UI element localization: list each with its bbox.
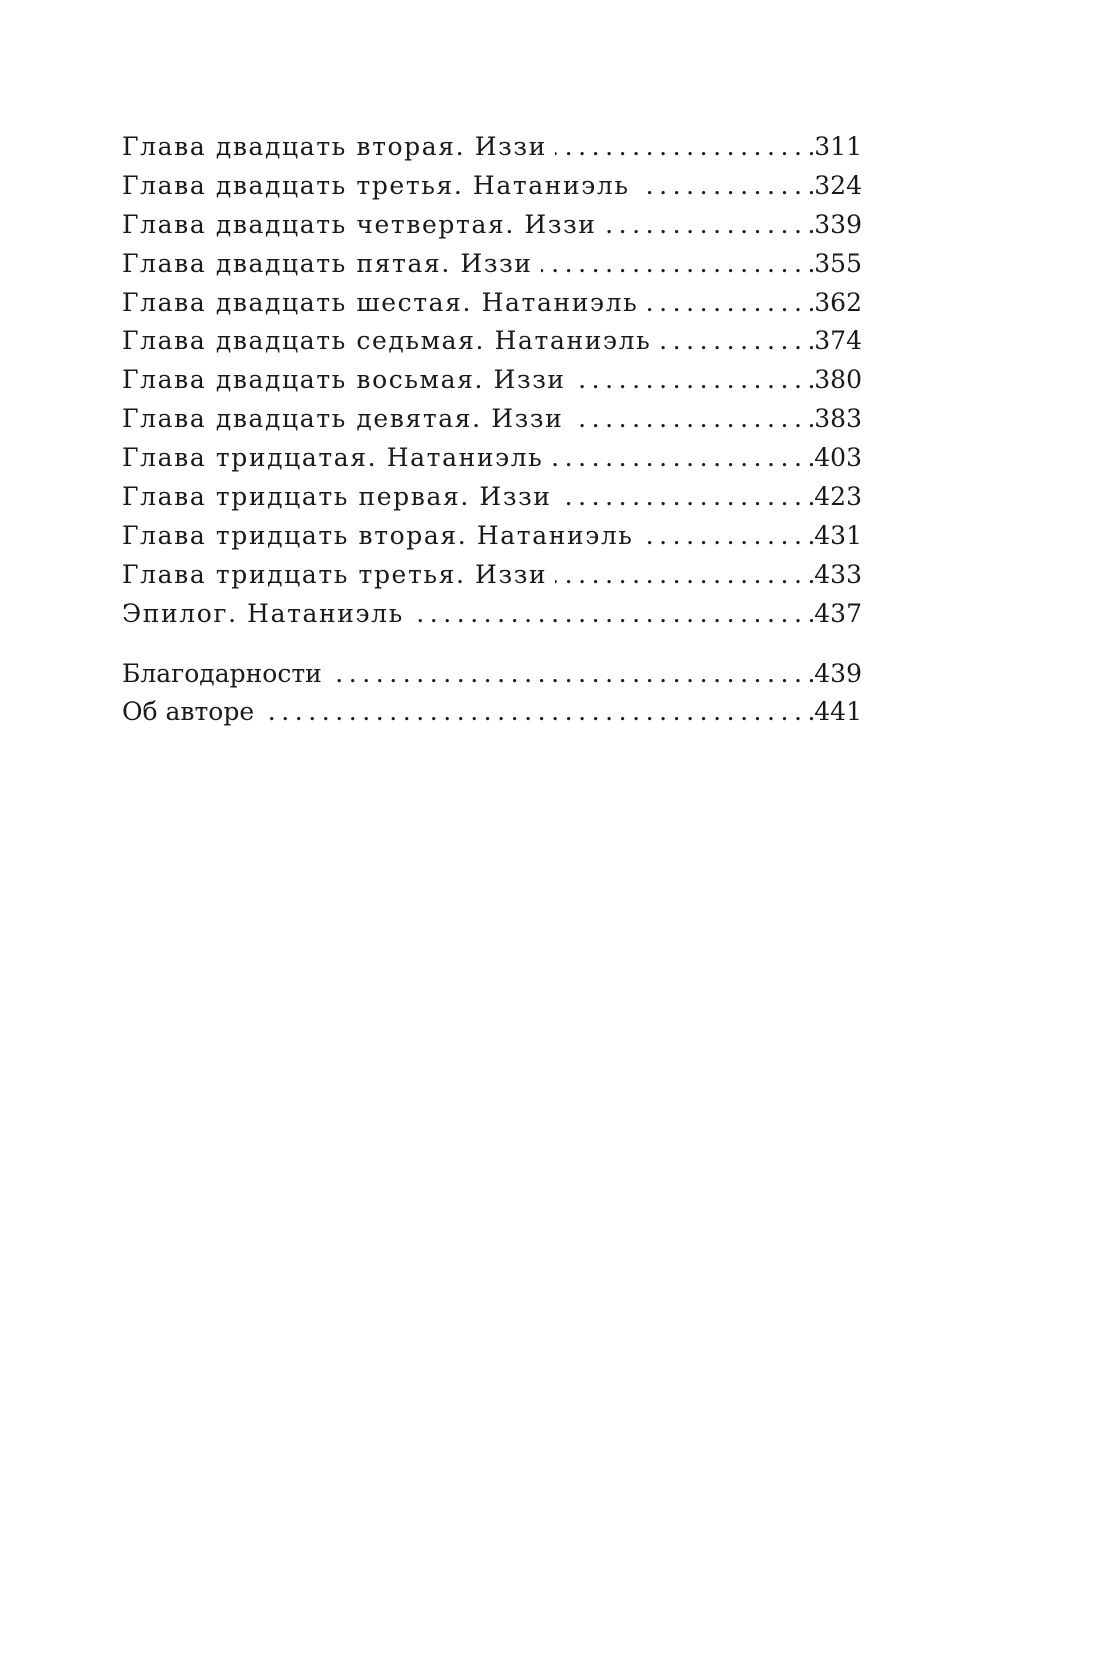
dot-leader <box>555 556 814 595</box>
dot-leader <box>262 693 814 732</box>
dot-leader <box>541 245 815 284</box>
toc-entry-about-author[interactable] <box>122 693 862 732</box>
toc-entry[interactable] <box>122 361 862 400</box>
toc-entry-title: Глава двадцать девятая. Иззи <box>122 400 571 439</box>
toc-entry[interactable] <box>122 206 862 245</box>
toc-entry-title: Глава двадцать восьмая. Иззи <box>122 361 574 400</box>
toc-entry-title: Глава тридцатая. Натаниэль <box>122 439 551 478</box>
toc-entry[interactable] <box>122 128 862 167</box>
toc-entry-page: 433 <box>814 559 862 589</box>
toc-entry[interactable] <box>122 284 862 323</box>
toc-entry-page: 324 <box>814 170 862 200</box>
dot-leader <box>551 439 814 478</box>
toc-entry-page: 437 <box>814 598 862 628</box>
toc-entry[interactable] <box>122 322 862 361</box>
toc-entry-title: Об авторе <box>122 693 262 732</box>
toc-entry[interactable] <box>122 556 862 595</box>
toc-entry-title: Благодарности <box>122 655 330 694</box>
dot-leader <box>638 167 815 206</box>
dot-leader <box>642 517 815 556</box>
dot-leader <box>555 128 814 167</box>
toc-entry-title: Глава двадцать третья. Натаниэль <box>122 167 638 206</box>
dot-leader <box>560 478 815 517</box>
toc-entry-title: Глава двадцать шестая. Натаниэль <box>122 284 646 323</box>
toc-entry[interactable] <box>122 517 862 556</box>
dot-leader <box>605 206 815 245</box>
toc-entry-page: 383 <box>814 404 862 434</box>
toc-entry-title: Глава двадцать вторая. Иззи <box>122 128 555 167</box>
toc-entry-page: 423 <box>814 482 862 512</box>
toc-entry-page: 439 <box>814 658 862 688</box>
toc-entry[interactable] <box>122 245 862 284</box>
toc-entry[interactable] <box>122 478 862 517</box>
toc-entry-title: Эпилог. Натаниэль <box>122 595 412 634</box>
toc-entry-page: 403 <box>814 443 862 473</box>
toc-back-matter <box>122 655 862 733</box>
toc-entry-page: 355 <box>814 248 862 278</box>
toc-chapters <box>122 128 862 634</box>
dot-leader <box>412 595 814 634</box>
toc-entry-page: 380 <box>814 365 862 395</box>
toc-entry-page: 441 <box>814 697 862 727</box>
dot-leader <box>574 361 815 400</box>
toc-entry[interactable] <box>122 400 862 439</box>
toc-entry-title: Глава тридцать вторая. Натаниэль <box>122 517 642 556</box>
toc-entry-epilogue[interactable] <box>122 595 862 634</box>
toc-entry[interactable] <box>122 439 862 478</box>
dot-leader <box>646 284 814 323</box>
toc-entry-page: 374 <box>814 326 862 356</box>
toc-entry-title: Глава тридцать первая. Иззи <box>122 478 560 517</box>
toc-entry-page: 431 <box>814 520 862 550</box>
dot-leader <box>571 400 814 439</box>
toc-entry-title: Глава двадцать седьмая. Натаниэль <box>122 322 659 361</box>
toc-entry-title: Глава двадцать четвертая. Иззи <box>122 206 605 245</box>
toc-entry-title: Глава двадцать пятая. Иззи <box>122 245 541 284</box>
toc-entry-title: Глава тридцать третья. Иззи <box>122 556 555 595</box>
toc-entry-page: 362 <box>814 287 862 317</box>
toc-entry[interactable] <box>122 167 862 206</box>
dot-leader <box>330 655 814 694</box>
toc-entry-acknowledgements[interactable] <box>122 655 862 694</box>
dot-leader <box>659 322 814 361</box>
toc-entry-page: 311 <box>814 132 862 161</box>
table-of-contents <box>122 128 862 732</box>
toc-entry-page: 339 <box>814 209 862 239</box>
